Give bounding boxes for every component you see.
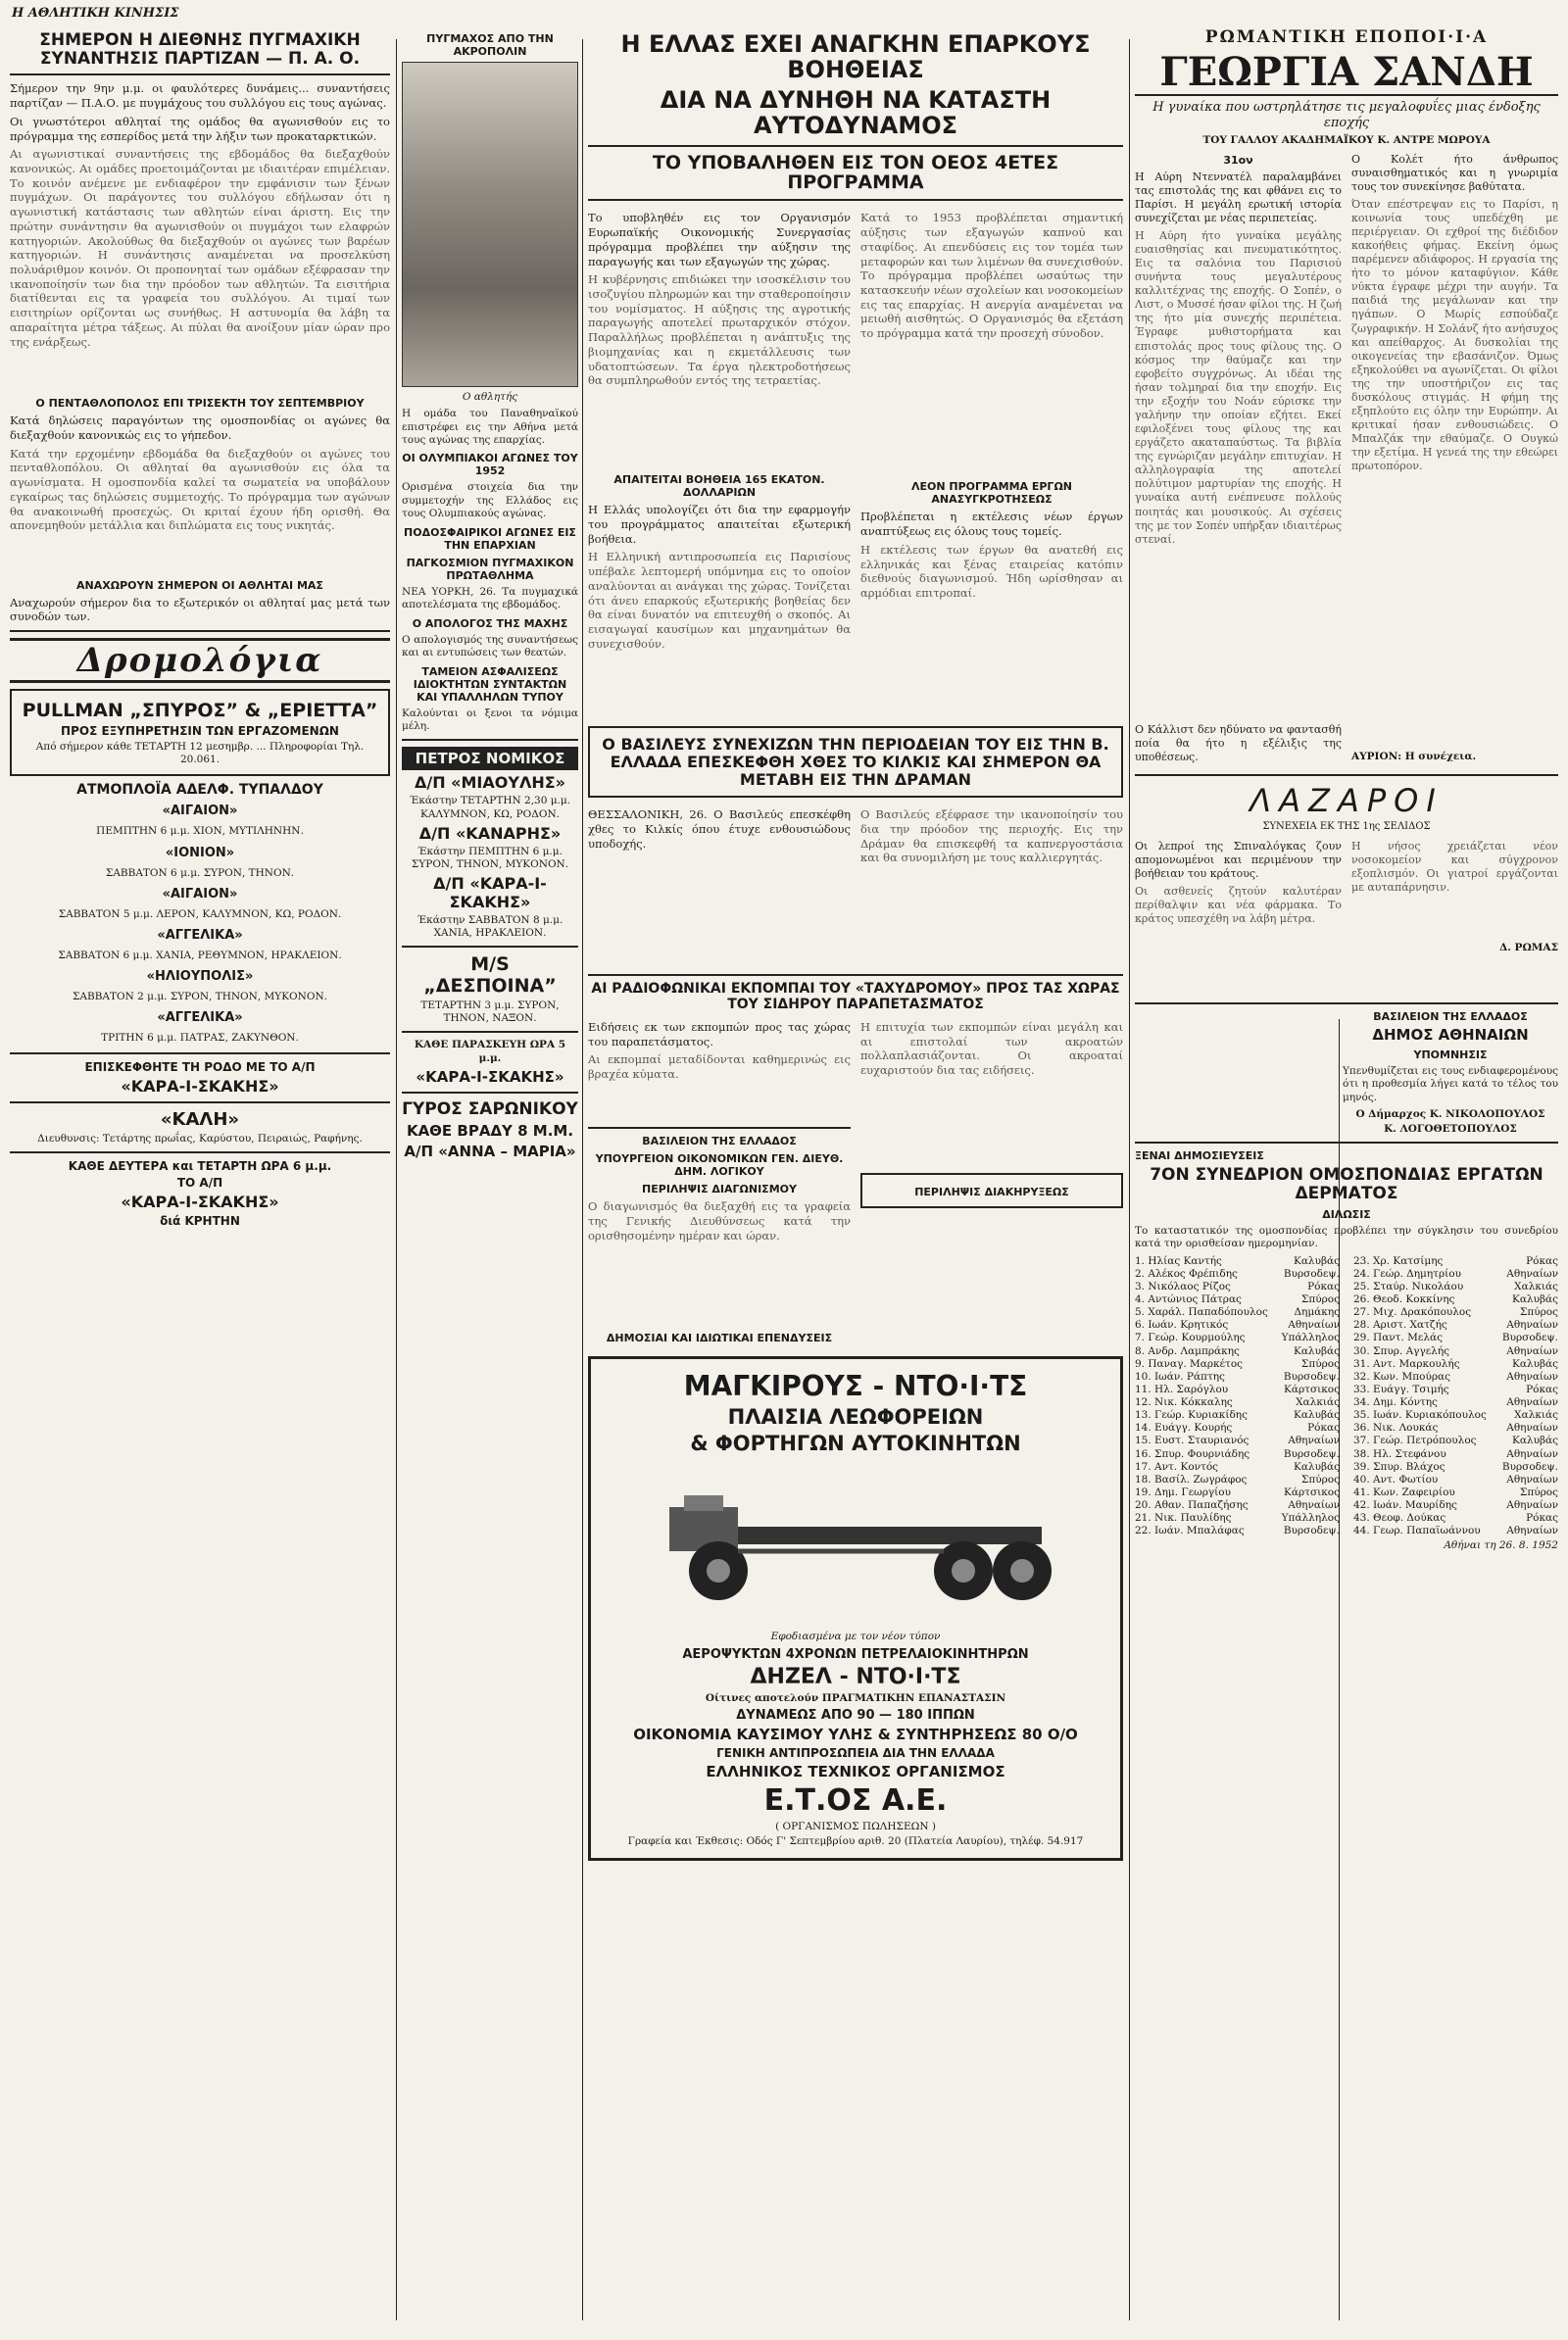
battle-heading: Ο ΑΠΟΛΟΓΟΣ ΤΗΣ ΜΑΧΗΣ xyxy=(412,616,568,630)
delegate-union: Καλυβάς xyxy=(1511,1435,1558,1447)
delegate-name: 10. Ιωάν. Ράπτης xyxy=(1135,1370,1225,1383)
delegate-row xyxy=(1135,1396,1340,1409)
delegate-union: Βυρσοδεψ. xyxy=(1501,1460,1558,1473)
delegate-row xyxy=(1135,1384,1340,1396)
filler-text: Η κυβέρνησις επιδιώκει την ισοσκέλισιν του ισοζυγίου πληρωμών και την σταθεροποίησιν του νομίσματος. Η αύξησις της αγροτικής παραγωγής αποτελεί πρωταρχικόν στόχον. Παραλλήλως προβλέπεται η ανάπτυξις της βιομηχανίας και η εκμετάλλευσις των υδατοπτώσεων. Τα έργα ηλεκτροδοτήσεως θα συμπληρωθούν εντός της τετραετίας. xyxy=(588,272,851,388)
delegate-union: Ρόκας xyxy=(1526,1383,1558,1395)
delegate-union: Χαλκιάς xyxy=(1514,1409,1558,1422)
delegate-row xyxy=(1135,1499,1340,1512)
filler-text: Κατά την ερχομένην εβδομάδα θα διεξαχθούν οι αγώνες του πενταθλοπόλου. Οι αθληταί θα αγωνισθούν εις όλα τα αγωνίσματα. Η ομοσπονδία καλεί τα σωματεία να υποβάλουν εγκαίρως τας δηλώσεις συμμετοχής. Το πρόγραμμα των αγώνων θα ανακοινωθή προσεχώς. Οι κριταί έχουν ήδη ορισθή. Θα απονεμηθούν μετάλλια και διπλώματα εις τους νικητάς. xyxy=(10,446,390,533)
delegate-row xyxy=(1135,1358,1340,1371)
delegate-row xyxy=(1353,1461,1558,1474)
delegate-name: 34. Δημ. Κόντης xyxy=(1353,1396,1438,1409)
serial-banner: ΡΩΜΑΝΤΙΚΗ ΕΠΟΠΟΙ·Ι·Α xyxy=(1204,27,1489,47)
delegate-name: 38. Ηλ. Στεφάνου xyxy=(1353,1447,1446,1460)
delegate-name: 41. Κων. Ζαφειρίου xyxy=(1353,1486,1455,1498)
kali-ad-title: «ΚΑΛΗ» xyxy=(160,1109,240,1131)
ship-schedule: ΣΑΒΒΑΤΟΝ 6 μ.μ. ΧΑΝΙΑ, ΡΕΘΥΜΝΟΝ, ΗΡΑΚΛΕΙΟΝ. xyxy=(58,949,342,961)
filler-text: Κατά το 1953 προβλέπεται σημαντική αύξησις των εξαγωγών καπνού και σταφίδος. Αι επενδύσεις εις τον τομέα των μεταφορών και των λιμένων θα συνεχισθούν. Το πρόγραμμα προβλέπει ωσαύτως την κατασκευήν νέων σχολείων και νοσοκομείων εις τας επαρχίας. Η ανεργία αναμένεται να μειωθή αισθητώς. Ο Οργανισμός θα εξετάση το πρόγραμμα κατά την προσεχή σύνοδον. xyxy=(860,211,1123,341)
delegate-name: 13. Γεώρ. Κυριακίδης xyxy=(1135,1409,1248,1422)
serial-paragraph: Ο Κάλλιστ δεν ηδύνατο να φαντασθή ποία θα ήτο η εξέλιξις της υποθέσεως. xyxy=(1135,722,1342,764)
delegate-union: Ρόκας xyxy=(1526,1254,1558,1267)
municipality-signature: Ο Δήμαρχος Κ. ΝΙΚΟΛΟΠΟΥΛΟΣ xyxy=(1355,1108,1545,1121)
serial-continued: ΑΥΡΙΟΝ: Η συνέχεια. xyxy=(1351,750,1477,762)
column-serial xyxy=(1135,27,1558,2330)
municipality-signature-2: Κ. ΛΟΓΟΘΕΤΟΠΟΥΛΟΣ xyxy=(1384,1123,1517,1136)
filler-text: Αι αγωνιστικαί συναντήσεις της εβδομάδος θα διεξαχθούν κανονικώς. Αι ομάδες προετοιμάζονται με ιδιαιτέραν επιμέλειαν. Το κοινόν ανέμενε με ενδιαφέρον την εμφάνισιν των ξένων πυγμάχων. Οι παράγοντες του συλλόγου εδήλωσαν ότι η αγωνιστική κατάστασις των αθλητών είναι άριστη. Εις την πρώτην συνάντησιν θα αγωνισθούν οι πυγμάχοι των ελαφρών κατηγοριών. Ακολούθως θα διεξαχθούν οι αγώνες των βαρέων κατηγοριών. Η συνάντησις αναμένεται να προσελκύση πολυάριθμον κοινόν. Οι προπονηταί των ομάδων εξέφρασαν την ικανοποίησίν των δια την πρόοδον των αθλητών. Τα εισιτήρια διατίθενται εις τα γραφεία του συλλόγου. Αι τιμαί των εισιτηρίων ορίζονται ως συνήθως. Η αστυνομία θα λάβη τα απαραίτητα μέτρα τάξεως. Αι πύλαι θα ανοίξουν μίαν ώραν προ της ενάρξεως. xyxy=(10,147,390,349)
ship-schedule: Έκάστην ΤΕΤΑΡΤΗΝ 2,30 μ.μ. ΚΑΛΥΜΝΟΝ, ΚΩ, ΡΟΔΟΝ. xyxy=(409,795,571,820)
truck-ad-address: Γραφεία και Έκθεσις: Οδός Γ' Σεπτεμβρίου αριθ. 20 (Πλατεία Λαυρίου), τηλέφ. 54.917 xyxy=(627,1834,1084,1847)
delegate-union: Αθηναίων xyxy=(1506,1473,1558,1486)
delegate-row xyxy=(1353,1281,1558,1293)
rhodes-ad: ΕΠΙΣΚΕΦΘΗΤΕ ΤΗ ΡΟΔΟ ΜΕ ΤΟ Α/Π xyxy=(84,1060,316,1075)
world-boxing-paragraph: ΝΕΑ ΥΟΡΚΗ, 26. Τα πυγμαχικά αποτελέσματα της εβδομάδος. xyxy=(402,585,578,611)
ship-schedule: ΣΑΒΒΑΤΟΝ 2 μ.μ. ΣΥΡΟΝ, ΤΗΝΟΝ, ΜΥΚΟΝΟΝ. xyxy=(72,990,327,1002)
delegate-name: 37. Γεώρ. Πετρόπουλος xyxy=(1353,1435,1477,1447)
delegate-row xyxy=(1135,1268,1340,1281)
battle-paragraph: Ο απολογισμός της συναντήσεως και αι εντυπώσεις των θεατών. xyxy=(402,633,578,659)
delegate-name: 30. Σπυρ. Αγγελής xyxy=(1353,1344,1449,1357)
delegate-union: Χαλκιάς xyxy=(1296,1396,1340,1409)
ship-karaiskakis: Δ/Π «ΚΑΡΑ-Ι-ΣΚΑΚΗΣ» xyxy=(433,873,547,911)
delegate-row xyxy=(1135,1512,1340,1525)
filler-text: Η νήσος χρειάζεται νέον νοσοκομείον και σύγχρονον εξοπλισμόν. Οι γιατροί εργάζονται με αυταπάρνησιν. xyxy=(1351,839,1558,894)
ministry-heading-3: ΠΕΡΙΛΗΨΙΣ ΔΙΑΓΩΝΙΣΜΟΥ xyxy=(642,1183,797,1196)
truck-ad-line8: ΕΛΛΗΝΙΚΟΣ ΤΕΧΝΙΚΟΣ ΟΡΓΑΝΙΣΜΟΣ xyxy=(706,1762,1005,1780)
delegate-name: 18. Βασίλ. Ζωγράφος xyxy=(1135,1473,1248,1486)
lazaroi-title: ΛΑΖΑΡΟΙ xyxy=(1250,782,1444,820)
ship-schedule: Έκάστην ΠΕΜΠΤΗΝ 6 μ.μ. ΣΥΡΟΝ, ΤΗΝΟΝ, ΜΥΚΟΝΟΝ. xyxy=(411,845,569,870)
delegate-union: Σπύρος xyxy=(1300,1293,1340,1306)
delegate-union: Χαλκιάς xyxy=(1514,1280,1558,1292)
section-header: Η ΑΘΛΗΤΙΚΗ ΚΙΝΗΣΙΣ xyxy=(12,6,179,21)
football-heading: ΠΟΔΟΣΦΑΙΡΙΚΟΙ ΑΓΩΝΕΣ ΕΙΣ ΤΗΝ ΕΠΑΡΧΙΑΝ xyxy=(404,525,576,552)
nomikos-ad-title: ΠΕΤΡΟΣ ΝΟΜΙΚΟΣ xyxy=(402,747,578,770)
insurance-heading: ΤΑΜΕΙΟΝ ΑΣΦΑΛΙΣΕΩΣ ΙΔΙΟΚΤΗΤΩΝ ΣΥΝΤΑΚΤΩΝ ΚΑΙ ΥΠΑΛΛΗΛΩΝ ΤΥΠΟΥ xyxy=(413,664,567,704)
truck-ad-sub2: & ΦΟΡΤΗΓΩΝ ΑΥΤΟΚΙΝΗΤΩΝ xyxy=(690,1432,1021,1456)
delegate-name: 2. Αλέκος Φρέπιδης xyxy=(1135,1267,1238,1280)
friday-ad-ship: «ΚΑΡΑ-Ι-ΣΚΑΚΗΣ» xyxy=(416,1067,564,1086)
investments-heading: ΔΗΜΟΣΙΑΙ ΚΑΙ ΙΔΙΩΤΙΚΑΙ ΕΠΕΝΔΥΣΕΙΣ xyxy=(606,1332,833,1345)
declaration-heading: ΠΕΡΙΛΗΨΙΣ ΔΙΑΚΗΡΥΞΕΩΣ xyxy=(914,1185,1069,1198)
delegate-name: 31. Αντ. Μαρκουλής xyxy=(1353,1357,1460,1370)
delegate-row xyxy=(1353,1487,1558,1499)
lazaroi-continued: ΣΥΝΕΧΕΙΑ ΕΚ ΤΗΣ 1ης ΣΕΛΙΔΟΣ xyxy=(1262,821,1431,833)
delegate-row xyxy=(1353,1371,1558,1384)
delegate-union: Καλυβάς xyxy=(1293,1409,1340,1422)
truck-ad-line5: ΔΥΝΑΜΕΩΣ ΑΠΟ 90 — 180 ΙΠΠΩΝ xyxy=(736,1707,975,1723)
delegate-row xyxy=(1353,1384,1558,1396)
lazaroi-signature: Δ. ΡΩΜΑΣ xyxy=(1499,941,1558,953)
delegate-name: 20. Αθαν. Παπαζήσης xyxy=(1135,1499,1249,1512)
program-paragraph: Προβλέπεται η εκτέλεσις νέων έργων αναπτύξεως εις όλους τους τομείς. xyxy=(860,510,1123,539)
delegate-name: 7. Γεώρ. Κουρμούλης xyxy=(1135,1332,1246,1344)
column-main-news xyxy=(588,27,1123,2330)
delegate-union: Αθηναίων xyxy=(1288,1435,1340,1447)
sports-headline: ΣΗΜΕΡΟΝ Η ΔΙΕΘΝΗΣ ΠΥΓΜΑΧΙΚΗ ΣΥΝΑΝΤΗΣΙΣ ΠΑΡΤΙΖΑΝ — Π. Α. Ο. xyxy=(39,30,361,69)
crete-ad-dest: διά ΚΡΗΤΗΝ xyxy=(160,1214,240,1229)
delegate-union: Σπύρος xyxy=(1300,1357,1340,1370)
ministry-heading: ΒΑΣΙΛΕΙΟΝ ΤΗΣ ΕΛΛΑΔΟΣ xyxy=(642,1135,797,1148)
filler-text: Η εκτέλεσις των έργων θα ανατεθή εις ελληνικάς και ξένας εταιρείας κατόπιν διεθνούς διαγωνισμού. Ήδη ωρίσθησαν αι αρμόδιαι επιτροπαί. xyxy=(860,542,1123,600)
delegate-name: 43. Θεοφ. Δούκας xyxy=(1353,1512,1446,1525)
sports-subheading: ΑΝΑΧΩΡΟΥΝ ΣΗΜΕΡΟΝ ΟΙ ΑΘΛΗΤΑΙ ΜΑΣ xyxy=(76,578,323,592)
boxing-paragraph: Η ομάδα του Παναθηναϊκού επιστρέφει εις την Αθήνα μετά τους αγώνας της επαρχίας. xyxy=(402,408,578,446)
truck-chassis-illustration xyxy=(599,1458,1112,1625)
delegate-union: Βυρσοδεψ. xyxy=(1283,1447,1340,1460)
delegate-name: 21. Νικ. Παυλίδης xyxy=(1135,1512,1232,1525)
delegate-union: Αθηναίων xyxy=(1506,1499,1558,1512)
pullman-title: PULLMAN „ΣΠΥΡΟΣ” & „ΕΡΙΕΤΤΑ” xyxy=(22,700,378,722)
delegate-name: 8. Ανδρ. Λαμπράκης xyxy=(1135,1344,1240,1357)
pullman-text: Από σήμερον κάθε ΤΕΤΑΡΤΗ 12 μεσημβρ. ... Πληροφορίαι Τηλ. 20.061. xyxy=(35,741,365,766)
crete-ad-schedule: ΚΑΘΕ ΔΕΥΤΕΡΑ και ΤΕΤΑΡΤΗ ΩΡΑ 6 μ.μ. xyxy=(68,1159,332,1174)
delegate-union: Βυρσοδεψ. xyxy=(1283,1370,1340,1383)
ship-kanaris: Δ/Π «ΚΑΝΑΡΗΣ» xyxy=(418,823,562,843)
delegate-row xyxy=(1353,1512,1558,1525)
truck-ad-line10: ( ΟΡΓΑΝΙΣΜΟΣ ΠΩΛΗΣΕΩΝ ) xyxy=(775,1820,936,1832)
delegate-union: Σπύρος xyxy=(1519,1306,1558,1319)
column-sports xyxy=(10,27,390,2330)
radio-headline: ΑΙ ΡΑΔΙΟΦΩΝΙΚΑΙ ΕΚΠΟΜΠΑΙ ΤΟΥ «ΤΑΧΥΔΡΟΜΟΥ» ΠΡΟΣ ΤΑΣ ΧΩΡΑΣ ΤΟΥ ΣΙΔΗΡΟΥ ΠΑΡΑΠΕΤΑΣΜΑΤΟΣ xyxy=(591,981,1120,1012)
king-tour-box xyxy=(588,726,1123,798)
delegate-row xyxy=(1135,1525,1340,1537)
delegate-row xyxy=(1135,1435,1340,1447)
ship-name: «ΙΟΝΙΟΝ» xyxy=(165,845,235,860)
sports-paragraph: Σήμερον την 9ην μ.μ. οι φαυλότερες δυνάμεις... συναντήσεις παρτίζαν — Π.Α.Ο. με πυγμάχους του συλλόγου εις τους αγώνας. xyxy=(10,81,390,111)
filler-text: Η Αύρη ήτο γυναίκα μεγάλης ευαισθησίας και πνευματικότητος. Εις τα σαλόνια του Παρισιού συνήντα τους μεγαλυτέρους καλλιτέχνας της εποχής. Ο Σοπέν, ο Λιστ, ο Μυσσέ ήσαν φίλοι της. Η ζωή της ήτο μία συνεχής περιπέτεια. Έγραφε μυθιστορήματα και επιστολάς προς τους φίλους της. Ο κόσμος την θαύμαζε και την εφοβείτο συγχρόνως. Αι ιδέαι της ήσαν τολμηραί δια την εποχήν. Εις την εξοχήν του Νοάν εύρισκε την γαλήνην την οποίαν εζήτει. Εκεί εφιλοξένει τους φίλους της και εργάζετο ακαταπαύστως. Τα βιβλία της εγνώριζαν μεγάλην επιτυχίαν. Η αλληλογραφία της αποτελεί πολύτιμον μαρτυρίαν της εποχής. Η γυναίκα αυτή ενέπνευσε πολλούς ποιητάς και μουσικούς. Αι σχέσεις της με τον Σοπέν υπήρξαν ιδιαιτέρως στεναί. xyxy=(1135,228,1342,546)
photo-caption: Ο αθλητής xyxy=(462,391,518,403)
delegates-list xyxy=(1135,1255,1558,1538)
delegate-row xyxy=(1135,1409,1340,1422)
aid-heading: ΑΠΑΙΤΕΙΤΑΙ ΒΟΗΘΕΙΑ 165 ΕΚΑΤΟΝ. ΔΟΛΛΑΡΙΩΝ xyxy=(613,473,825,500)
delegate-row xyxy=(1353,1525,1558,1537)
delegate-row xyxy=(1135,1487,1340,1499)
main-headline-1: Η ΕΛΛΑΣ ΕΧΕΙ ΑΝΑΓΚΗΝ ΕΠΑΡΚΟΥΣ ΒΟΗΘΕΙΑΣ xyxy=(620,30,1091,84)
truck-ad-line7: ΓΕΝΙΚΗ ΑΝΤΙΠΡΟΣΩΠΕΙΑ ΔΙΑ ΤΗΝ ΕΛΛΑΔΑ xyxy=(716,1745,995,1760)
truck-ad-line3: ΔΗΖΕΛ - ΝΤΟ·Ι·ΤΣ xyxy=(750,1664,961,1689)
ship-schedule: ΠΕΜΠΤΗΝ 6 μ.μ. ΧΙΟΝ, ΜΥΤΙΛΗΝΗΝ. xyxy=(96,825,304,838)
delegate-name: 29. Παντ. Μελάς xyxy=(1353,1332,1443,1344)
delegate-name: 27. Μιχ. Δρακόπουλος xyxy=(1353,1306,1472,1319)
delegate-name: 1. Ηλίας Καντής xyxy=(1135,1254,1222,1267)
delegate-name: 23. Χρ. Κατσίμης xyxy=(1353,1254,1444,1267)
sports-subheading: Ο ΠΕΝΤΑΘΛΟΠΟΛΟΣ ΕΠΙ ΤΡΙΣΕΚΤΗ ΤΟΥ ΣΕΠΤΕΜΒΡΙΟΥ xyxy=(35,397,365,411)
friday-ad-schedule: ΚΑΘΕ ΠΑΡΑΣΚΕΥΗ ΩΡΑ 5 μ.μ. xyxy=(414,1039,566,1064)
radio-paragraph: Ειδήσεις εκ των εκπομπών προς τας χώρας του παραπετάσματος. xyxy=(588,1019,851,1048)
serial-paragraph: Η Αύρη Ντεννατέλ παραλαμβάνει τας επιστολάς της και φθάνει εις το Παρίσι. Η μεγάλη ερωτική ιστορία συνεχίζεται με νέας περιπετείας. xyxy=(1135,170,1342,224)
delegate-row xyxy=(1353,1396,1558,1409)
delegate-name: 42. Ιωάν. Μαυρίδης xyxy=(1353,1499,1457,1512)
king-tour-headline: Ο ΒΑΣΙΛΕΥΣ ΣΥΝΕΧΙΖΩΝ ΤΗΝ ΠΕΡΙΟΔΕΙΑΝ ΤΟΥ ΕΙΣ ΤΗΝ Β. ΕΛΛΑΔΑ ΕΠΕΣΚΕΦΘΗ ΧΘΕΣ ΤΟ ΚΙΛΚΙΣ ΚΑΙ ΣΗΜΕΡΟΝ ΘΑ ΜΕΤΑΒΗ ΕΙΣ ΤΗΝ ΔΡΑΜΑΝ xyxy=(602,735,1109,789)
serial-chapter: 31ον xyxy=(1223,153,1253,167)
serial-author: ΤΟΥ ΓΑΛΛΟΥ ΑΚΑΔΗΜΑΪΚΟΥ Κ. ΑΝΤΡΕ ΜΩΡΟΥΑ xyxy=(1202,133,1491,146)
delegate-row xyxy=(1353,1268,1558,1281)
delegate-name: 22. Ιωάν. Μπαλάφας xyxy=(1135,1525,1245,1537)
delegate-row xyxy=(1353,1448,1558,1461)
delegate-name: 26. Θεοδ. Κοκκίνης xyxy=(1353,1293,1455,1306)
delegate-union: Αθηναίων xyxy=(1288,1319,1340,1332)
filler-text: Η επιτυχία των εκπομπών είναι μεγάλη και αι επιστολαί των ακροατών πολλαπλασιάζονται. Οι ακροαταί ευχαριστούν δια τας ειδήσεις. xyxy=(860,1019,1123,1078)
main-headline-3: ΤΟ ΥΠΟΒΑΛΗΘΕΝ ΕΙΣ ΤΟΝ ΟΕΟΣ 4ΕΤΕΣ ΠΡΟΓΡΑΜΜΑ xyxy=(652,151,1059,194)
delegate-union: Καλυβάς xyxy=(1293,1254,1340,1267)
saronic-ad-time: ΚΑΘΕ ΒΡΑΔΥ 8 Μ.Μ. xyxy=(406,1121,574,1140)
municipality-heading: ΒΑΣΙΛΕΙΟΝ ΤΗΣ ΕΛΛΑΔΟΣ xyxy=(1373,1009,1528,1023)
sports-paragraph: Αναχωρούν σήμερον δια το εξωτερικόν οι αθληταί μας μετά των συνοδών των. xyxy=(10,595,390,624)
delegate-row xyxy=(1135,1345,1340,1358)
delegate-name: 32. Κων. Μπούρας xyxy=(1353,1370,1451,1383)
delegate-name: 28. Αριστ. Χατζής xyxy=(1353,1319,1447,1332)
sports-paragraph: Οι γνωστότεροι αθληταί της ομάδος θα αγωνισθούν εις το πρόγραμμα της εσπερίδος μετά την λήξιν των προκαταρκτικών. xyxy=(10,114,390,143)
delegate-name: 6. Ιωάν. Κρητικός xyxy=(1135,1319,1229,1332)
delegate-union: Αθηναίων xyxy=(1506,1422,1558,1435)
delegate-row xyxy=(1135,1332,1340,1344)
ship-schedule: ΤΕΤΑΡΤΗΝ 3 μ.μ. ΣΥΡΟΝ, ΤΗΝΟΝ, ΝΑΞΟΝ. xyxy=(420,999,560,1025)
rhodes-ship: «ΚΑΡΑ-Ι-ΣΚΑΚΗΣ» xyxy=(121,1077,279,1097)
delegate-row xyxy=(1353,1332,1558,1344)
delegate-union: Σπύρος xyxy=(1519,1486,1558,1498)
despoina-ad: Μ/S „ΔΕΣΠΟΙΝΑ” xyxy=(423,953,557,998)
ship-name: «ΑΓΓΕΛΙΚΑ» xyxy=(157,1010,243,1025)
ship-schedule: ΤΡΙΤΗΝ 6 μ.μ. ΠΑΤΡΑΣ, ΖΑΚΥΝΘΟΝ. xyxy=(101,1032,299,1044)
delegate-row xyxy=(1353,1435,1558,1447)
delegate-union: Αθηναίων xyxy=(1288,1499,1340,1512)
delegate-name: 44. Γεωρ. Παπαϊωάννου xyxy=(1353,1525,1481,1537)
serial-title: ΓΕΩΡΓΙΑ ΣΑΝΔΗ xyxy=(1135,51,1558,96)
delegate-union: Σπύρος xyxy=(1300,1473,1340,1486)
delegate-union: Αθηναίων xyxy=(1506,1319,1558,1332)
public-notices-heading: ΞΕΝΑΙ ΔΗΜΟΣΙΕΥΣΕΙΣ xyxy=(1135,1149,1264,1163)
delegate-row xyxy=(1353,1499,1558,1512)
routes-banner: Δρομολόγια xyxy=(10,638,390,683)
truck-ad-line2: ΑΕΡΟΨΥΚΤΩΝ 4ΧΡΟΝΩΝ ΠΕΤΡΕΛΑΙΟΚΙΝΗΤΗΡΩΝ xyxy=(682,1646,1029,1662)
program-heading: ΛΕΟΝ ΠΡΟΓΡΑΜΜΑ ΕΡΓΩΝ ΑΝΑΣΥΓΚΡΟΤΗΣΕΩΣ xyxy=(911,480,1072,507)
delegate-row xyxy=(1135,1306,1340,1319)
delegate-row xyxy=(1135,1448,1340,1461)
saronic-ad-title: ΓΥΡΟΣ ΣΑΡΩΝΙΚΟΥ xyxy=(402,1098,578,1119)
delegate-name: 15. Ευστ. Σταυριανός xyxy=(1135,1435,1250,1447)
congress-headline: 7ΟΝ ΣΥΝΕΔΡΙΟΝ ΟΜΟΣΠΟΝΔΙΑΣ ΕΡΓΑΤΩΝ ΔΕΡΜΑΤΟΣ xyxy=(1150,1165,1544,1204)
olympics-paragraph: Ορισμένα στοιχεία δια την συμμετοχήν της Ελλάδος εις τους Ολυμπιακούς αγώνας. xyxy=(402,481,578,520)
delegate-row xyxy=(1353,1345,1558,1358)
municipality-paragraph: Υπενθυμίζεται εις τους ενδιαφερομένους ότι η προθεσμία λήγει κατά το τέλος του μηνός. xyxy=(1343,1064,1558,1103)
filler-text: Η Ελληνική αντιπροσωπεία εις Παρισίους υπέβαλε λεπτομερή υπόμνημα εις το οποίον αναλύονται αι ανάγκαι της χώρας. Τονίζεται ότι άνευ επαρκούς εξωτερικής βοηθείας δεν θα είναι δυνατόν να επιτευχθή ο σκοπός. Αι εισαγωγαί καυσίμων και μηχανημάτων θα συνεχισθούν. xyxy=(588,550,851,651)
delegate-row xyxy=(1135,1461,1340,1474)
insurance-paragraph: Καλούνται οι ξενοι τα νόμιμα μέλη. xyxy=(402,707,578,732)
delegate-row xyxy=(1135,1474,1340,1487)
delegate-row xyxy=(1135,1371,1340,1384)
truck-ad-company: Ε.Τ.ΟΣ Α.Ε. xyxy=(763,1782,948,1818)
delegate-name: 40. Αντ. Φωτίου xyxy=(1353,1473,1439,1486)
serial-subtitle: Η γυναίκα που ωστρηλάτησε τις μεγαλοφυΐες μιας ένδοξης εποχής xyxy=(1152,100,1541,131)
delegate-row xyxy=(1135,1422,1340,1435)
delegate-name: 33. Ευάγγ. Τσιμής xyxy=(1353,1383,1449,1395)
delegate-row xyxy=(1135,1281,1340,1293)
congress-date: Αθήναι τη 26. 8. 1952 xyxy=(1444,1539,1558,1552)
main-paragraph: Το υποβληθέν εις τον Οργανισμόν Ευρωπαϊκής Οικονομικής Συνεργασίας πρόγραμμα προβλέπει την αύξησιν της παραγωγής και των εξαγωγών της χώρας. xyxy=(588,211,851,268)
ship-name: «ΑΙΓΑΙΟΝ» xyxy=(162,804,238,819)
delegate-row xyxy=(1353,1474,1558,1487)
delegate-union: Κάρτσικος xyxy=(1284,1383,1340,1395)
truck-ad-sub1: ΠΛΑΙΣΙΑ ΛΕΩΦΟΡΕΙΩΝ xyxy=(727,1405,984,1430)
kali-ad-text: Διευθυνσις: Τετάρτης πρωΐας, Καρύστου, Πειραιώς, Ραφήνης. xyxy=(37,1133,363,1146)
delegate-name: 12. Νικ. Κόκκαλης xyxy=(1135,1396,1233,1409)
delegate-name: 24. Γεώρ. Δημητρίου xyxy=(1353,1267,1461,1280)
pullman-ad xyxy=(10,689,390,776)
delegate-union: Αθηναίων xyxy=(1506,1344,1558,1357)
delegate-union: Ρόκας xyxy=(1526,1512,1558,1525)
truck-ad-line6: ΟΙΚΟΝΟΜΙΑ ΚΑΥΣΙΜΟΥ ΥΛΗΣ & ΣΥΝΤΗΡΗΣΕΩΣ 80 Ο/Ο xyxy=(633,1725,1078,1743)
delegate-union: Καλυβάς xyxy=(1293,1460,1340,1473)
delegate-row xyxy=(1353,1293,1558,1306)
truck-ad-line1: Εφοδιασμένα με τον νέον τύπον xyxy=(770,1631,941,1643)
municipality-notice: ΥΠΟΜΝΗΣΙΣ xyxy=(1413,1048,1488,1061)
delegate-row xyxy=(1353,1409,1558,1422)
delegate-row xyxy=(1135,1293,1340,1306)
ship-schedule: Έκάστην ΣΑΒΒΑΤΟΝ 8 μ.μ. ΧΑΝΙΑ, ΗΡΑΚΛΕΙΟΝ. xyxy=(416,913,564,939)
truck-ad-line4: Οίτινες αποτελούν ΠΡΑΓΜΑΤΙΚΗΝ ΕΠΑΝΑΣΤΑΣΙΝ xyxy=(705,1691,1006,1704)
serial-paragraph: Ο Κολέτ ήτο άνθρωπος συναισθηματικός και η γνωριμία τους τον συνεκίνησε βαθύτατα. xyxy=(1351,152,1558,193)
delegate-union: Ρόκας xyxy=(1307,1422,1340,1435)
delegate-name: 35. Ιωάν. Κυριακόπουλος xyxy=(1353,1409,1487,1422)
delegate-name: 17. Αντ. Κοντός xyxy=(1135,1460,1219,1473)
delegate-union: Υπάλληλος xyxy=(1281,1512,1340,1525)
delegate-name: 5. Χαράλ. Παπαδόπουλος xyxy=(1135,1306,1268,1319)
delegate-row xyxy=(1135,1319,1340,1332)
main-headline-2: ΔΙΑ ΝΑ ΔΥΝΗΘΗ ΝΑ ΚΑΤΑΣΤΗ ΑΥΤΟΔΥΝΑΜΟΣ xyxy=(660,85,1052,140)
delegate-name: 16. Σπυρ. Φουρνιάδης xyxy=(1135,1447,1250,1460)
delegate-name: 25. Σταύρ. Νικολάου xyxy=(1353,1280,1464,1292)
delegate-name: 4. Αντώνιος Πάτρας xyxy=(1135,1293,1242,1306)
delegate-union: Βυρσοδεψ. xyxy=(1283,1267,1340,1280)
crete-ad-label: ΤΟ Α/Π xyxy=(176,1176,223,1191)
ship-schedule: ΣΑΒΒΑΤΟΝ 5 μ.μ. ΛΕΡΟΝ, ΚΑΛΥΜΝΟΝ, ΚΩ, ΡΟΔΟΝ. xyxy=(58,907,342,920)
delegate-union: Αθηναίων xyxy=(1506,1267,1558,1280)
ship-miaoulis: Δ/Π «ΜΙΑΟΥΛΗΣ» xyxy=(414,773,565,793)
filler-text: Όταν επέστρεψαν εις το Παρίσι, η κοινωνία τους υπεδέχθη με περιέργειαν. Οι εχθροί της διέδιδον κακοήθεις φήμας. Εκείνη όμως παρέμενεν αδιάφορος. Η εργασία της ήτο το μόνον καταφύγιον. Κάθε νύκτα έγραφε μέχρι την αυγήν. Τα παιδιά της μεγάλωναν και την ηγάπων. Ο Μωρίς εσπούδαζε ζωγραφικήν. Η Σολάνζ ήτο ανήσυχος και απείθαρχος. Αι δυσκολίαι της οικογενείας την εβασάνιζον. Όμως εξηκολούθει να αγωνίζεται. Οι φίλοι της την υποστήριζον εις τας δυσκόλους στιγμάς. Η φήμη της εξηπλούτο εις όλην την Ευρώπην. Αι κριτικαί ήσαν ενθουσιώδεις. Ο Μπαλζάκ την εθαύμαζε. Ο Ουγκώ την εξετίμα. Η γενεά της την εθεώρει πρωτοπόρον. xyxy=(1351,197,1558,473)
king-tour-paragraph: ΘΕΣΣΑΛΟΝΙΚΗ, 26. Ο Βασιλεύς επεσκέφθη χθες το Κιλκίς όπου έτυχε ενθουσιώδους υποδοχής. xyxy=(588,807,851,851)
delegate-union: Καλυβάς xyxy=(1511,1293,1558,1306)
congress-declaration: ΔΙΛΩΣΙΣ xyxy=(1322,1207,1371,1221)
delegate-union: Βυρσοδεψ. xyxy=(1283,1525,1340,1537)
delegate-name: 39. Σπυρ. Βλάχος xyxy=(1353,1460,1446,1473)
column-boxing xyxy=(402,27,578,2330)
delegate-row xyxy=(1353,1319,1558,1332)
shipping-title: ΑΤΜΟΠΛΟΪΑ ΑΔΕΛΦ. ΤΥΠΑΛΔΟΥ xyxy=(76,782,323,799)
truck-ad xyxy=(588,1356,1123,1861)
congress-paragraph: Το καταστατικόν της ομοσπονδίας προβλέπει την σύγκλησιν του συνεδρίου κατά την ορισθείσαν ημερομηνίαν. xyxy=(1135,1224,1558,1250)
pullman-subtitle: ΠΡΟΣ ΕΞΥΠΗΡΕΤΗΣΙΝ ΤΩΝ ΕΡΓΑΖΟΜΕΝΩΝ xyxy=(61,724,339,739)
ship-name: «ΑΓΓΕΛΙΚΑ» xyxy=(157,927,243,943)
delegate-union: Αθηναίων xyxy=(1506,1447,1558,1460)
delegate-union: Καλυβάς xyxy=(1293,1344,1340,1357)
filler-text: Αι εκπομπαί μεταδίδονται καθημερινώς εις βραχέα κύματα. xyxy=(588,1052,851,1082)
delegate-union: Καλυβάς xyxy=(1511,1357,1558,1370)
delegate-row xyxy=(1353,1358,1558,1371)
ministry-heading-2: ΥΠΟΥΡΓΕΙΟΝ ΟΙΚΟΝΟΜΙΚΩΝ ΓΕΝ. ΔΙΕΥΘ. ΔΗΜ. ΛΟΓΙΚΟΥ xyxy=(595,1152,844,1179)
crete-ad-ship: «ΚΑΡΑ-Ι-ΣΚΑΚΗΣ» xyxy=(121,1193,279,1212)
delegate-row xyxy=(1135,1255,1340,1268)
delegate-name: 3. Νικόλαος Ρίζος xyxy=(1135,1280,1231,1292)
delegate-row xyxy=(1353,1306,1558,1319)
world-boxing-heading: ΠΑΓΚΟΣΜΙΟΝ ΠΥΓΜΑΧΙΚΟΝ ΠΡΩΤΑΘΛΗΜΑ xyxy=(406,556,574,582)
saronic-ad-ship: Α/Π «ΑΝΝΑ – ΜΑΡΙΑ» xyxy=(404,1142,576,1160)
delegate-union: Αθηναίων xyxy=(1506,1525,1558,1537)
delegate-union: Υπάλληλος xyxy=(1281,1332,1340,1344)
delegate-union: Αθηναίων xyxy=(1506,1370,1558,1383)
delegate-union: Αθηναίων xyxy=(1506,1396,1558,1409)
boxer-photo xyxy=(402,62,578,387)
ship-name: «ΗΛΙΟΥΠΟΛΙΣ» xyxy=(146,968,254,984)
sports-paragraph: Κατά δηλώσεις παραγόντων της ομοσπονδίας οι αγώνες θα διεξαχθούν κανονικώς εις το γήπεδον. xyxy=(10,414,390,442)
delegate-row xyxy=(1353,1422,1558,1435)
declaration-box xyxy=(860,1173,1123,1208)
delegate-name: 36. Νικ. Λουκάς xyxy=(1353,1422,1439,1435)
delegate-name: 9. Παναγ. Μαρκέτος xyxy=(1135,1357,1244,1370)
municipality-name: ΔΗΜΟΣ ΑΘΗΝΑΙΩΝ xyxy=(1372,1025,1529,1044)
delegate-union: Βυρσοδεψ. xyxy=(1501,1332,1558,1344)
delegate-row xyxy=(1353,1255,1558,1268)
filler-text: Ο διαγωνισμός θα διεξαχθή εις τα γραφεία της Γενικής Διευθύνσεως κατά την ορισθησομένην ημέραν και ώραν. xyxy=(588,1199,851,1243)
ship-name: «ΑΙΓΑΙΟΝ» xyxy=(162,886,238,902)
aid-paragraph: Η Ελλάς υπολογίζει ότι δια την εφαρμογήν του προγράμματος απαιτείται εξωτερική βοήθεια. xyxy=(588,503,851,546)
delegate-name: 11. Ηλ. Σαρόγλου xyxy=(1135,1383,1229,1395)
truck-ad-title: ΜΑΓΚΙΡΟΥΣ - ΝΤΟ·Ι·ΤΣ xyxy=(683,1370,1028,1403)
filler-text: Οι ασθενείς ζητούν καλυτέραν περίθαλψιν και νέα φάρμακα. Το κράτος υπεσχέθη να λάβη μέτρα. xyxy=(1135,884,1342,926)
photo-headline: ΠΥΓΜΑΧΟΣ ΑΠΟ ΤΗΝ ΑΚΡΟΠΟΛΙΝ xyxy=(426,32,554,58)
delegate-union: Ρόκας xyxy=(1307,1280,1340,1292)
delegate-union: Κάρτσικος xyxy=(1284,1486,1340,1498)
ship-schedule: ΣΑΒΒΑΤΟΝ 6 μ.μ. ΣΥΡΟΝ, ΤΗΝΟΝ. xyxy=(105,866,295,879)
delegate-union: Δημάκης xyxy=(1294,1306,1340,1319)
lazaroi-paragraph: Οι λεπροί της Σπιναλόγκας ζουν απομονωμένοι και περιμένουν την βοήθειαν του κράτους. xyxy=(1135,839,1342,880)
filler-text: Ο Βασιλεύς εξέφρασε την ικανοποίησίν του δια την πρόοδον της περιοχής. Εις την Δράμαν θα επισκεφθή τα καπνεργοστάσια και θα συνομιλήση με τους καλλιεργητάς. xyxy=(860,807,1123,865)
delegate-name: 14. Ευάγγ. Κουρής xyxy=(1135,1422,1233,1435)
delegate-name: 19. Δημ. Γεωργίου xyxy=(1135,1486,1231,1498)
olympics-heading: ΟΙ ΟΛΥΜΠΙΑΚΟΙ ΑΓΩΝΕΣ ΤΟΥ 1952 xyxy=(402,452,578,478)
